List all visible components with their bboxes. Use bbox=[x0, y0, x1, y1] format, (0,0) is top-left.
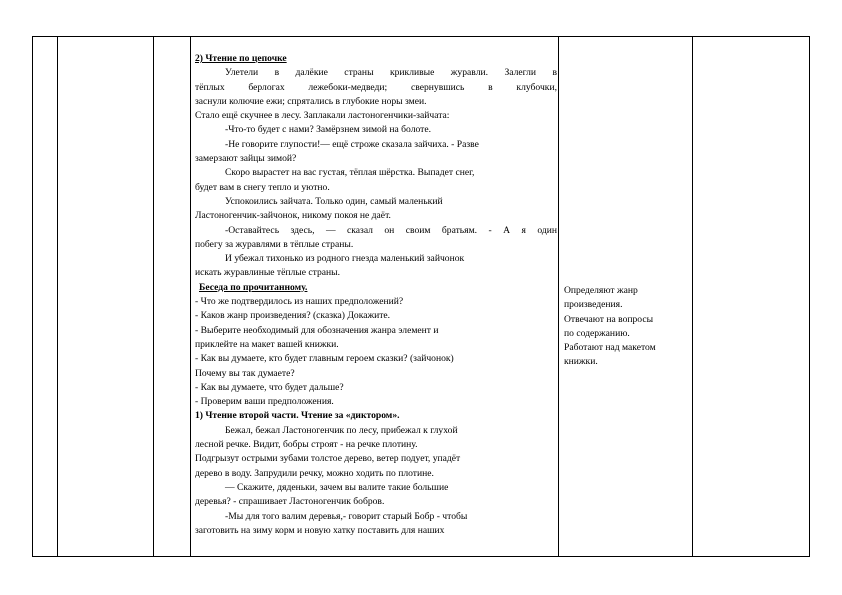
text-line: будет вам в снегу тепло и уютно. bbox=[195, 181, 330, 193]
lesson-plan-table bbox=[32, 36, 810, 557]
question-line: - Как вы думаете, кто будет главным героем сказки? (зайчонок) bbox=[195, 353, 454, 365]
column-divider bbox=[190, 37, 191, 556]
activity-line: книжки. bbox=[564, 356, 598, 368]
text-line: искать журавлиные тёплые страны. bbox=[195, 267, 341, 279]
text-line: -Мы для того валим деревья,- говорит старый Бобр - чтобы bbox=[225, 510, 468, 522]
column-divider bbox=[692, 37, 693, 556]
text-line: Улетели в далёкие страны крикливые журавли. Залегли в bbox=[225, 67, 557, 79]
question-line: - Что же подтвердилось из наших предположений? bbox=[195, 296, 404, 308]
text-line: лесной речке. Видит, бобры строят - на речке плотину. bbox=[195, 439, 418, 451]
text-line: Ластоногенчик-зайчонок, никому покоя не даёт. bbox=[195, 210, 391, 222]
text-line: деревья? - спрашивает Ластоногенчик бобров. bbox=[195, 496, 385, 508]
text-line: -Не говорите глупости!— ещё строже сказала зайчиха. - Разве bbox=[225, 138, 479, 150]
activity-line: Работают над макетом bbox=[564, 342, 656, 354]
discussion-heading: Беседа по прочитанному. bbox=[199, 281, 308, 293]
text-line: побегу за журавлями в тёплые страны. bbox=[195, 238, 354, 250]
activity-line: Определяют жанр bbox=[564, 285, 638, 296]
student-activity-cell bbox=[564, 284, 688, 370]
text-line: Бежал, бежал Ластоногенчик по лесу, прибежал к глухой bbox=[225, 424, 458, 436]
text-line: Скоро вырастет на вас густая, тёплая шёрстка. Выпадет снег, bbox=[225, 167, 475, 179]
second-part-heading: 1) Чтение второй части. Чтение за «диктором». bbox=[195, 410, 400, 422]
activity-line: по содержанию. bbox=[564, 327, 630, 339]
text-line: Стало ещё скучнее в лесу. Заплакали ластоногенчики-зайчата: bbox=[195, 110, 450, 122]
text-line: -Оставайтесь здесь, — сказал он своим братьям. - А я один bbox=[225, 224, 557, 236]
text-line: замерзают зайцы зимой? bbox=[195, 153, 297, 165]
text-line: -Что-то будет с нами? Замёрзнем зимой на болоте. bbox=[225, 124, 432, 136]
text-line: заснули колючие ежи; спрятались в глубокие норы змеи. bbox=[195, 95, 427, 107]
text-line: — Скажите, дяденьки, зачем вы валите такие большие bbox=[225, 481, 449, 493]
activity-line: Отвечают на вопросы bbox=[564, 313, 654, 325]
column-divider bbox=[153, 37, 154, 556]
text-line: И убежал тихонько из родного гнезда маленький зайчонок bbox=[225, 253, 465, 265]
question-line: - Проверим ваши предположения. bbox=[195, 396, 334, 408]
question-line: Почему вы так думаете? bbox=[195, 367, 295, 379]
text-line: дерево в воду. Запрудили речку, можно ходить по плотине. bbox=[195, 467, 434, 479]
text-line: тёплых берлогах лежебоки-медведи; свернувшись в клубочки, bbox=[195, 81, 557, 93]
question-line: - Каков жанр произведения? (сказка) Докажите. bbox=[195, 310, 391, 322]
question-line: приклейте на макет вашей книжки. bbox=[195, 338, 339, 350]
teacher-activity-cell bbox=[195, 52, 557, 538]
reading-heading: 2) Чтение по цепочке bbox=[195, 53, 287, 64]
column-divider bbox=[558, 37, 559, 556]
text-line: заготовить на зиму корм и новую хатку поставить для наших bbox=[195, 524, 445, 536]
question-line: - Как вы думаете, что будет дальше? bbox=[195, 381, 344, 393]
activity-line: произведения. bbox=[564, 299, 623, 311]
question-line: - Выберите необходимый для обозначения жанра элемент и bbox=[195, 324, 439, 336]
text-line: Успокоились зайчата. Только один, самый маленький bbox=[225, 195, 443, 207]
text-line: Подгрызут острыми зубами толстое дерево, ветер подует, упадёт bbox=[195, 453, 461, 465]
column-divider bbox=[57, 37, 58, 556]
